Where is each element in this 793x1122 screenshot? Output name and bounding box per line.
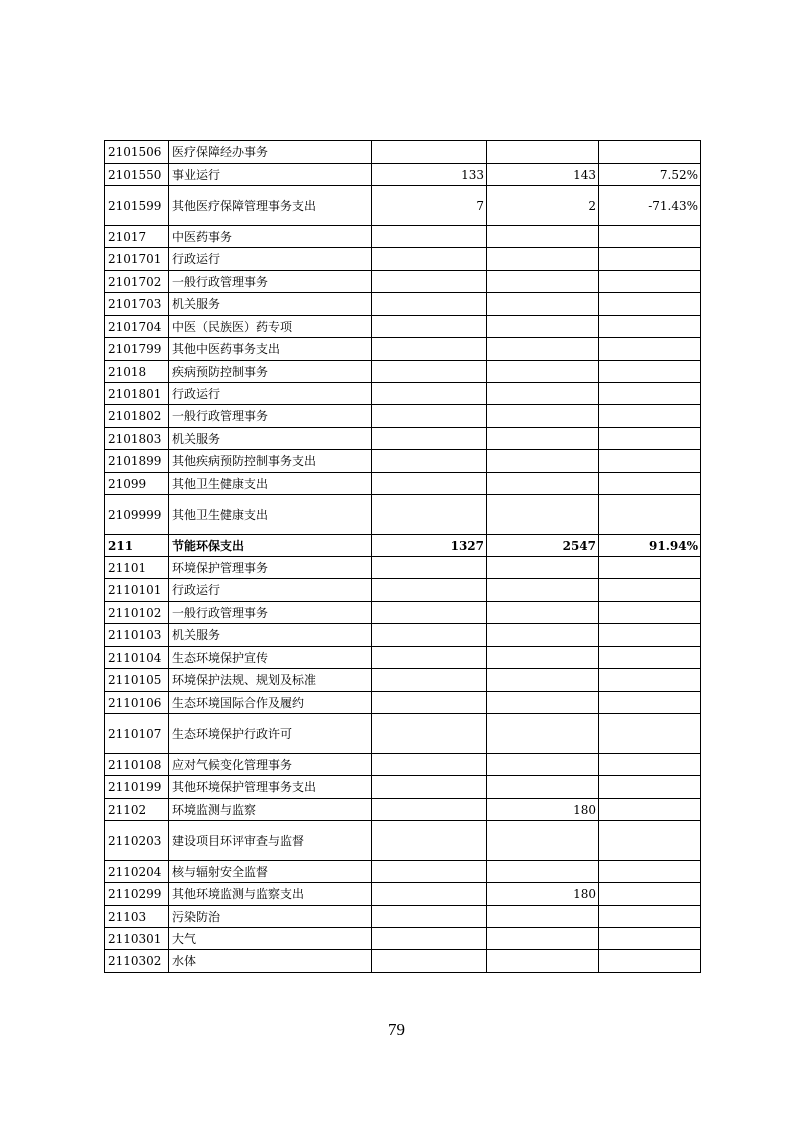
name-cell: 生态环境保护宣传 <box>169 647 372 669</box>
change-percent-cell <box>599 928 701 950</box>
table-row <box>105 557 701 579</box>
name-cell: 机关服务 <box>169 428 372 450</box>
table-row <box>105 316 701 338</box>
name-cell: 事业运行 <box>169 164 372 186</box>
name-cell: 机关服务 <box>169 293 372 316</box>
change-percent-cell <box>599 495 701 535</box>
prev-year-cell <box>372 754 487 776</box>
current-year-cell <box>487 776 599 799</box>
code-cell: 21102 <box>105 799 169 821</box>
code-cell: 2101550 <box>105 164 169 186</box>
name-cell: 一般行政管理事务 <box>169 602 372 624</box>
name-cell: 其他疾病预防控制事务支出 <box>169 450 372 473</box>
table-row <box>105 776 701 799</box>
prev-year-cell <box>372 338 487 361</box>
code-cell: 2101599 <box>105 186 169 226</box>
table-row <box>105 692 701 714</box>
table-row <box>105 579 701 602</box>
current-year-cell <box>487 647 599 669</box>
table-row <box>105 821 701 861</box>
current-year-cell <box>487 226 599 248</box>
prev-year-cell <box>372 776 487 799</box>
code-cell: 2101802 <box>105 405 169 428</box>
change-percent-cell: 91.94% <box>599 535 701 557</box>
code-cell: 2101703 <box>105 293 169 316</box>
name-cell: 环境监测与监察 <box>169 799 372 821</box>
current-year-cell <box>487 271 599 293</box>
current-year-cell <box>487 248 599 271</box>
prev-year-cell <box>372 316 487 338</box>
change-percent-cell <box>599 861 701 883</box>
code-cell: 21018 <box>105 361 169 383</box>
current-year-cell: 180 <box>487 883 599 906</box>
table-row <box>105 405 701 428</box>
change-percent-cell <box>599 293 701 316</box>
change-percent-cell <box>599 248 701 271</box>
prev-year-cell <box>372 861 487 883</box>
code-cell: 2110104 <box>105 647 169 669</box>
current-year-cell <box>487 557 599 579</box>
prev-year-cell <box>372 669 487 692</box>
table-row <box>105 248 701 271</box>
table-row <box>105 624 701 647</box>
name-cell: 中医（民族医）药专项 <box>169 316 372 338</box>
table-row <box>105 799 701 821</box>
code-cell: 2110107 <box>105 714 169 754</box>
name-cell: 一般行政管理事务 <box>169 405 372 428</box>
current-year-cell <box>487 861 599 883</box>
current-year-cell <box>487 450 599 473</box>
current-year-cell <box>487 338 599 361</box>
change-percent-cell <box>599 821 701 861</box>
current-year-cell <box>487 428 599 450</box>
prev-year-cell <box>372 405 487 428</box>
table-row <box>105 473 701 495</box>
prev-year-cell <box>372 950 487 973</box>
name-cell: 水体 <box>169 950 372 973</box>
change-percent-cell <box>599 473 701 495</box>
table-row <box>105 226 701 248</box>
change-percent-cell: 7.52% <box>599 164 701 186</box>
code-cell: 21103 <box>105 906 169 928</box>
prev-year-cell <box>372 383 487 405</box>
current-year-cell <box>487 361 599 383</box>
change-percent-cell <box>599 316 701 338</box>
code-cell: 21099 <box>105 473 169 495</box>
current-year-cell <box>487 714 599 754</box>
code-cell: 2110108 <box>105 754 169 776</box>
name-cell: 其他医疗保障管理事务支出 <box>169 186 372 226</box>
prev-year-cell <box>372 226 487 248</box>
table-row <box>105 361 701 383</box>
change-percent-cell <box>599 647 701 669</box>
prev-year-cell <box>372 906 487 928</box>
current-year-cell <box>487 473 599 495</box>
change-percent-cell: -71.43% <box>599 186 701 226</box>
code-cell: 2110102 <box>105 602 169 624</box>
table-row <box>105 928 701 950</box>
code-cell: 2110301 <box>105 928 169 950</box>
table-row <box>105 754 701 776</box>
prev-year-cell <box>372 928 487 950</box>
code-cell: 2101801 <box>105 383 169 405</box>
prev-year-cell <box>372 799 487 821</box>
current-year-cell <box>487 928 599 950</box>
change-percent-cell <box>599 714 701 754</box>
code-cell: 21017 <box>105 226 169 248</box>
change-percent-cell <box>599 226 701 248</box>
prev-year-cell <box>372 473 487 495</box>
code-cell: 211 <box>105 535 169 557</box>
current-year-cell: 180 <box>487 799 599 821</box>
code-cell: 2110299 <box>105 883 169 906</box>
prev-year-cell <box>372 692 487 714</box>
current-year-cell <box>487 821 599 861</box>
code-cell: 2110203 <box>105 821 169 861</box>
change-percent-cell <box>599 950 701 973</box>
table-row <box>105 383 701 405</box>
page-number: 79 <box>388 1020 405 1039</box>
name-cell: 中医药事务 <box>169 226 372 248</box>
code-cell: 2101799 <box>105 338 169 361</box>
change-percent-cell <box>599 141 701 164</box>
change-percent-cell <box>599 799 701 821</box>
change-percent-cell <box>599 624 701 647</box>
change-percent-cell <box>599 271 701 293</box>
current-year-cell <box>487 669 599 692</box>
current-year-cell <box>487 293 599 316</box>
prev-year-cell <box>372 647 487 669</box>
table-row <box>105 186 701 226</box>
table-body <box>105 141 701 973</box>
current-year-cell <box>487 602 599 624</box>
name-cell: 大气 <box>169 928 372 950</box>
table-row <box>105 428 701 450</box>
name-cell: 其他环境保护管理事务支出 <box>169 776 372 799</box>
prev-year-cell <box>372 714 487 754</box>
table-row <box>105 293 701 316</box>
change-percent-cell <box>599 428 701 450</box>
name-cell: 环境保护管理事务 <box>169 557 372 579</box>
current-year-cell: 2547 <box>487 535 599 557</box>
name-cell: 机关服务 <box>169 624 372 647</box>
change-percent-cell <box>599 450 701 473</box>
code-cell: 2101701 <box>105 248 169 271</box>
code-cell: 2110302 <box>105 950 169 973</box>
prev-year-cell <box>372 602 487 624</box>
prev-year-cell <box>372 361 487 383</box>
change-percent-cell <box>599 602 701 624</box>
name-cell: 行政运行 <box>169 579 372 602</box>
change-percent-cell <box>599 361 701 383</box>
table-row <box>105 883 701 906</box>
name-cell: 其他卫生健康支出 <box>169 495 372 535</box>
prev-year-cell <box>372 293 487 316</box>
name-cell: 环境保护法规、规划及标准 <box>169 669 372 692</box>
prev-year-cell <box>372 821 487 861</box>
code-cell: 2110103 <box>105 624 169 647</box>
name-cell: 核与辐射安全监督 <box>169 861 372 883</box>
table-row <box>105 714 701 754</box>
current-year-cell <box>487 141 599 164</box>
table-row <box>105 338 701 361</box>
change-percent-cell <box>599 383 701 405</box>
code-cell: 21101 <box>105 557 169 579</box>
current-year-cell <box>487 754 599 776</box>
name-cell: 建设项目环评审查与监督 <box>169 821 372 861</box>
prev-year-cell <box>372 428 487 450</box>
code-cell: 2101704 <box>105 316 169 338</box>
code-cell: 2110106 <box>105 692 169 714</box>
table-row <box>105 271 701 293</box>
table-row <box>105 141 701 164</box>
prev-year-cell: 1327 <box>372 535 487 557</box>
prev-year-cell <box>372 624 487 647</box>
prev-year-cell <box>372 557 487 579</box>
name-cell: 行政运行 <box>169 248 372 271</box>
table-row <box>105 906 701 928</box>
table-row <box>105 602 701 624</box>
current-year-cell <box>487 383 599 405</box>
change-percent-cell <box>599 776 701 799</box>
prev-year-cell: 7 <box>372 186 487 226</box>
code-cell: 2110101 <box>105 579 169 602</box>
name-cell: 医疗保障经办事务 <box>169 141 372 164</box>
name-cell: 其他中医药事务支出 <box>169 338 372 361</box>
prev-year-cell <box>372 141 487 164</box>
table-row <box>105 535 701 557</box>
name-cell: 应对气候变化管理事务 <box>169 754 372 776</box>
prev-year-cell <box>372 883 487 906</box>
name-cell: 一般行政管理事务 <box>169 271 372 293</box>
current-year-cell <box>487 316 599 338</box>
current-year-cell <box>487 495 599 535</box>
table-row <box>105 861 701 883</box>
current-year-cell: 2 <box>487 186 599 226</box>
name-cell: 行政运行 <box>169 383 372 405</box>
prev-year-cell <box>372 271 487 293</box>
name-cell: 污染防治 <box>169 906 372 928</box>
current-year-cell <box>487 405 599 428</box>
name-cell: 其他环境监测与监察支出 <box>169 883 372 906</box>
table-row <box>105 950 701 973</box>
current-year-cell <box>487 624 599 647</box>
name-cell: 疾病预防控制事务 <box>169 361 372 383</box>
name-cell: 节能环保支出 <box>169 535 372 557</box>
change-percent-cell <box>599 906 701 928</box>
code-cell: 2109999 <box>105 495 169 535</box>
budget-table <box>104 140 701 973</box>
code-cell: 2101702 <box>105 271 169 293</box>
prev-year-cell <box>372 495 487 535</box>
table-row <box>105 164 701 186</box>
current-year-cell <box>487 950 599 973</box>
current-year-cell: 143 <box>487 164 599 186</box>
code-cell: 2101899 <box>105 450 169 473</box>
table-row <box>105 647 701 669</box>
table-row <box>105 669 701 692</box>
change-percent-cell <box>599 669 701 692</box>
prev-year-cell: 133 <box>372 164 487 186</box>
prev-year-cell <box>372 579 487 602</box>
name-cell: 其他卫生健康支出 <box>169 473 372 495</box>
change-percent-cell <box>599 692 701 714</box>
name-cell: 生态环境保护行政许可 <box>169 714 372 754</box>
name-cell: 生态环境国际合作及履约 <box>169 692 372 714</box>
change-percent-cell <box>599 338 701 361</box>
code-cell: 2110105 <box>105 669 169 692</box>
current-year-cell <box>487 692 599 714</box>
code-cell: 2101506 <box>105 141 169 164</box>
current-year-cell <box>487 906 599 928</box>
change-percent-cell <box>599 883 701 906</box>
change-percent-cell <box>599 754 701 776</box>
change-percent-cell <box>599 557 701 579</box>
table-row <box>105 495 701 535</box>
table-row <box>105 450 701 473</box>
prev-year-cell <box>372 450 487 473</box>
change-percent-cell <box>599 405 701 428</box>
code-cell: 2101803 <box>105 428 169 450</box>
code-cell: 2110199 <box>105 776 169 799</box>
current-year-cell <box>487 579 599 602</box>
prev-year-cell <box>372 248 487 271</box>
code-cell: 2110204 <box>105 861 169 883</box>
change-percent-cell <box>599 579 701 602</box>
